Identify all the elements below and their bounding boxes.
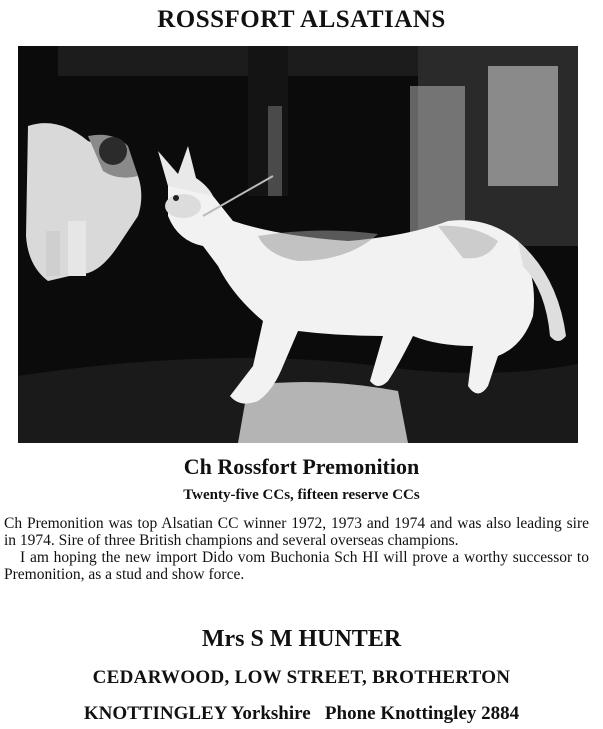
- phone-number: Phone Knottingley 2884: [324, 703, 520, 724]
- address-town-phone-line: [0, 703, 603, 725]
- dog-photograph: [18, 46, 578, 443]
- owner-name: Mrs S M HUNTER: [201, 626, 402, 652]
- kennel-name-heading: ROSSFORT ALSATIANS: [157, 6, 446, 33]
- show-record-subtitle: Twenty-five CCs, fifteen reserve CCs: [183, 487, 420, 503]
- address-street: CEDARWOOD, LOW STREET, BROTHERTON: [92, 667, 511, 688]
- alsatian-photo-image: [18, 46, 578, 443]
- dog-name-caption: Ch Rossfort Premonition: [183, 454, 420, 479]
- description-paragraph-1: Ch Premonition was top Alsatian CC winner 1972, 1973 and 1974 and was also leading sire in 1974. Sire of three British champions and several overseas champions.: [4, 515, 589, 549]
- description-text: [4, 515, 589, 583]
- description-paragraph-2: I am hoping the new import Dido vom Buchonia Sch HI will prove a worthy successor to Premonition, as a stud and show force.: [4, 549, 589, 583]
- address-town: KNOTTINGLEY Yorkshire: [83, 703, 311, 724]
